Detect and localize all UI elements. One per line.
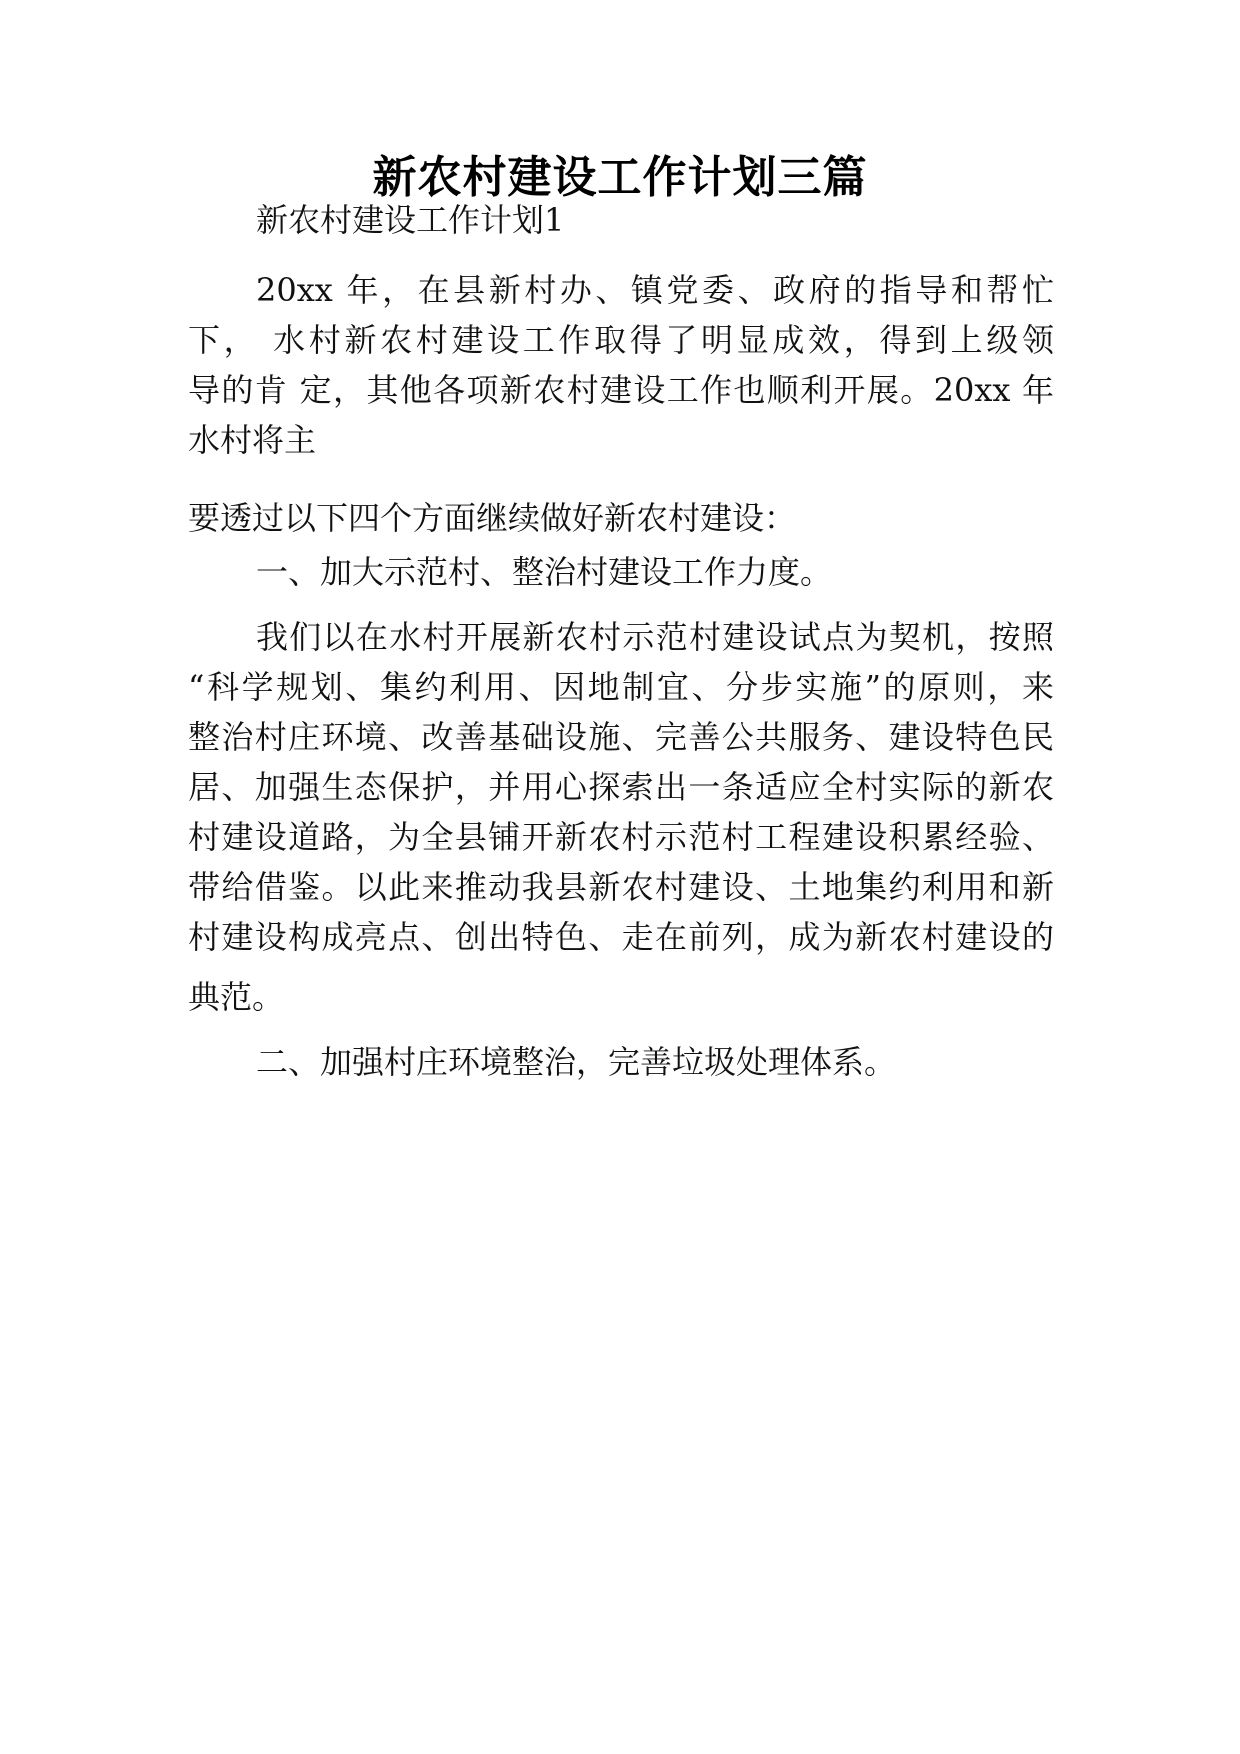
paragraph-3-line-6: 带给借鉴。以此来推动我县新农村建设、土地集约利用和新 (188, 868, 1054, 906)
paragraph-3-end-text: 典范。 (188, 978, 285, 1016)
section-subtitle (188, 195, 1054, 245)
heading-2 (188, 1037, 1054, 1087)
paragraph-1-line-4: 水村将主 (188, 421, 317, 459)
paragraph-3-line-7: 村建设构成亮点、创出特色、走在前列，成为新农村建设的 (188, 918, 1054, 956)
paragraph-3-line-1: 我们以在水村开展新农村示范村建设试点为契机，按照 (256, 618, 1054, 656)
heading-1 (188, 547, 1054, 597)
paragraph-1-line-3: 导的肯 定，其他各项新农村建设工作也顺利开展。20xx 年 (188, 371, 1054, 409)
paragraph-2-text: 要透过以下四个方面继续做好新农村建设： (188, 499, 797, 537)
paragraph-3-line-2: “科学规划、集约利用、因地制宜、分步实施”的原则，来 (188, 668, 1054, 706)
paragraph-3-line-4: 居、加强生态保护，并用心探索出一条适应全村实际的新农 (188, 768, 1054, 806)
paragraph-1-line-2: 下， 水村新农村建设工作取得了明显成效，得到上级领 (188, 321, 1054, 359)
paragraph-3-line-3: 整治村庄环境、改善基础设施、完善公共服务、建设特色民 (188, 718, 1054, 756)
paragraph-1 (188, 265, 1054, 465)
paragraph-1-line-1: 20xx 年，在县新村办、镇党委、政府的指导和帮忙 (256, 271, 1054, 309)
subtitle-text: 新农村建设工作计划1 (256, 201, 565, 239)
paragraph-2 (188, 493, 1054, 543)
heading-2-text: 二、加强村庄环境整治，完善垃圾处理体系。 (256, 1043, 897, 1081)
paragraph-3-line-5: 村建设道路，为全县铺开新农村示范村工程建设积累经验、 (188, 818, 1054, 856)
heading-1-text: 一、加大示范村、整治村建设工作力度。 (256, 553, 833, 591)
document-title: 新农村建设工作计划三篇 (372, 152, 868, 203)
paragraph-3 (188, 612, 1054, 962)
paragraph-3-end (188, 972, 1054, 1022)
